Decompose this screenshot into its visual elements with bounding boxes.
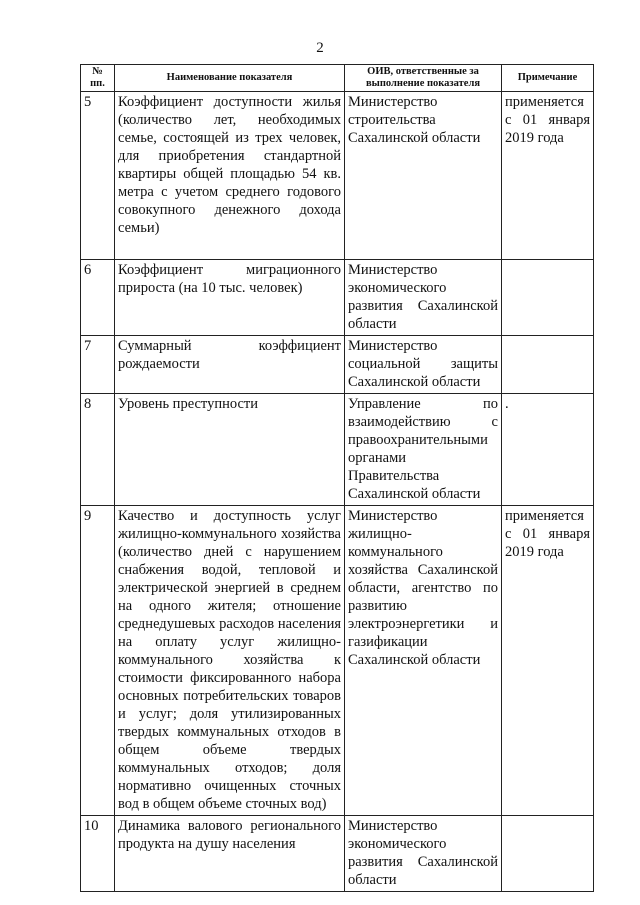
table-row <box>81 816 594 892</box>
header-name: Наименование показателя <box>115 65 345 92</box>
row-indicator-name: Уровень преступности <box>115 394 345 506</box>
row-num: 8 <box>81 394 115 506</box>
table-row <box>81 506 594 816</box>
row-responsible-body: Министерство экономического развития Сахалинской области <box>345 816 502 892</box>
row-indicator-name: Коэффициент миграционного прироста (на 10 тыс. человек) <box>115 260 345 336</box>
row-responsible-body: Министерство жилищно-коммунального хозяйства Сахалинской области, агентство по развитию электроэнергетики и газификации Сахалинской области <box>345 506 502 816</box>
row-indicator-name: Суммарный коэффициент рождаемости <box>115 336 345 394</box>
page-number: 2 <box>316 40 324 56</box>
row-responsible-body: Министерство экономического развития Сахалинской области <box>345 260 502 336</box>
row-indicator-name: Динамика валового регионального продукта на душу населения <box>115 816 345 892</box>
row-note: применяется с 01 января 2019 года <box>502 506 594 816</box>
table-row <box>81 394 594 506</box>
header-num: № пп. <box>81 65 115 92</box>
row-num: 10 <box>81 816 115 892</box>
table-row <box>81 260 594 336</box>
indicators-table <box>80 64 594 892</box>
row-note <box>502 260 594 336</box>
row-num: 9 <box>81 506 115 816</box>
table-row <box>81 92 594 260</box>
row-note <box>502 336 594 394</box>
table-row <box>81 336 594 394</box>
row-num: 7 <box>81 336 115 394</box>
row-num: 5 <box>81 92 115 260</box>
row-responsible-body: Управление по взаимодействию с правоохранительными органами Правительства Сахалинской области <box>345 394 502 506</box>
table-header-row <box>81 65 594 92</box>
row-indicator-name: Коэффициент доступности жилья (количество лет, необходимых семье, состоящей из трех человек, для приобретения стандартной квартиры общей площадью 54 кв. метра с учетом среднего годового совокупного денежного дохода семьи) <box>115 92 345 260</box>
row-note: . <box>502 394 594 506</box>
row-note: применяется с 01 января 2019 года <box>502 92 594 260</box>
header-oiv: ОИВ, ответственные за выполнение показателя <box>345 65 502 92</box>
header-note: Примечание <box>502 65 594 92</box>
row-responsible-body: Министерство строительства Сахалинской области <box>345 92 502 260</box>
row-note <box>502 816 594 892</box>
row-responsible-body: Министерство социальной защиты Сахалинской области <box>345 336 502 394</box>
row-num: 6 <box>81 260 115 336</box>
row-indicator-name: Качество и доступность услуг жилищно-коммунального хозяйства (количество дней с нарушением снабжения водой, тепловой и электрической энергией в среднем на одного жителя; отношение среднедушевых расходов населения на оплату услуг жилищно-коммунального хозяйства к стоимости фиксированного набора основных потребительских товаров и услуг; доля утилизированных твердых коммунальных отходов в общем объеме твердых коммунальных отходов; доля нормативно очищенных сточных вод в общем объеме сточных вод) <box>115 506 345 816</box>
